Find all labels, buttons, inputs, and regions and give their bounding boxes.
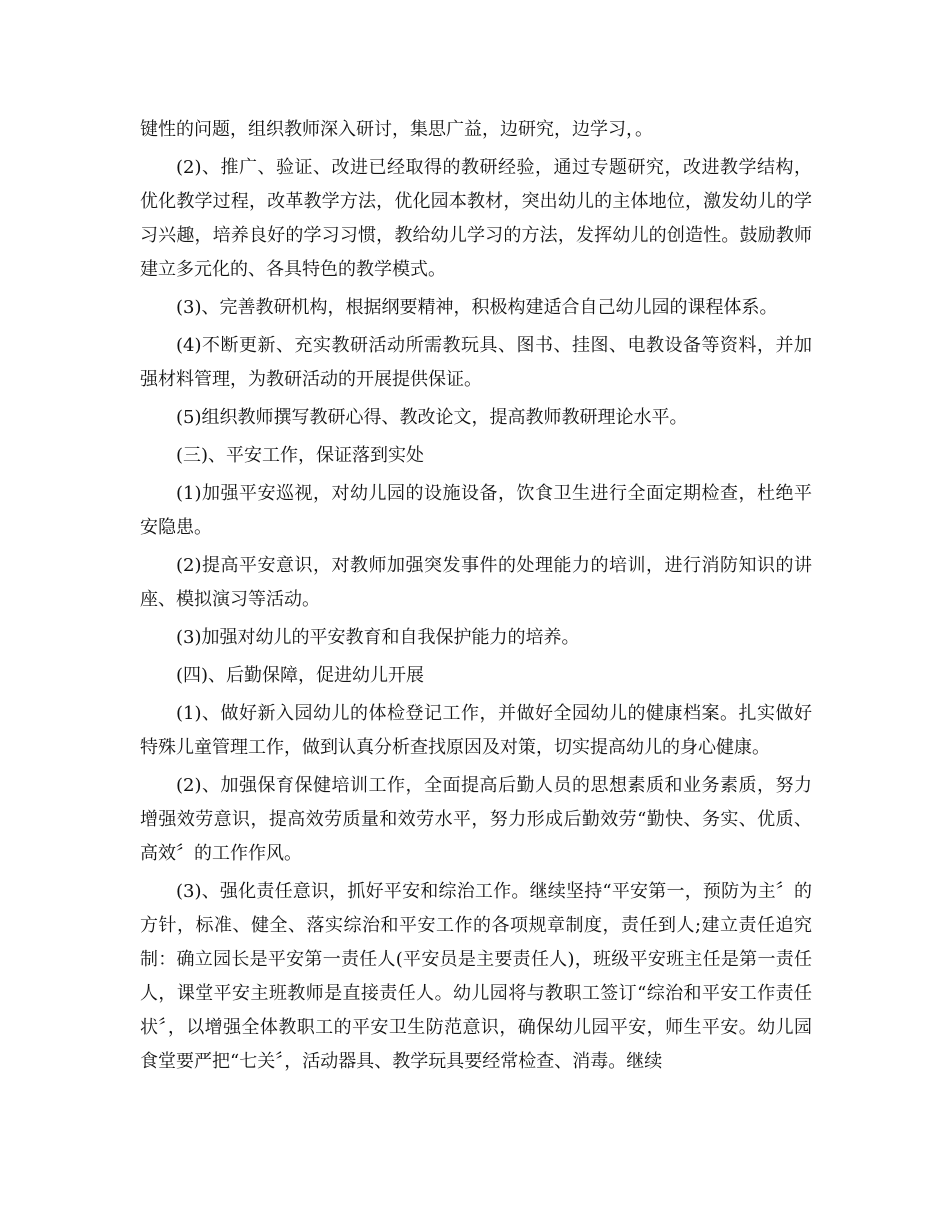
document-body — [140, 113, 812, 1083]
paragraph: (4)不断更新、充实教研活动所需教玩具、图书、挂图、电教设备等资料，并加强材料管理，为教研活动的开展提供保证。 — [140, 335, 812, 390]
paragraph: (2)、加强保育保健培训工作，全面提高后勤人员的思想素质和业务素质，努力增强效劳意识，提高效劳质量和效劳水平，努力形成后勤效劳“勤快、务实、优质、高效〞的工作作风。 — [140, 775, 812, 864]
paragraph: 键性的问题，组织教师深入研讨，集思广益，边研究，边学习，。 — [140, 119, 653, 140]
paragraph: (2)、推广、验证、改进已经取得的教研经验，通过专题研究，改进教学结构，优化教学过程，改革教学方法，优化园本教材，突出幼儿的主体地位，激发幼儿的学习兴趣，培养良好的学习习惯，教给幼儿学习的方法，发挥幼儿的创造性。鼓励教师建立多元化的、各具特色的教学模式。 — [140, 157, 812, 280]
paragraph: (1)加强平安巡视，对幼儿园的设施设备，饮食卫生进行全面定期检查，杜绝平安隐患。 — [140, 483, 812, 538]
section-heading: (四)、后勤保障，促进幼儿开展 — [176, 665, 425, 686]
paragraph: (3)加强对幼儿的平安教育和自我保护能力的培养。 — [176, 627, 580, 648]
section-heading: (三)、平安工作，保证落到实处 — [176, 445, 425, 466]
paragraph: (5)组织教师撰写教研心得、教改论文，提高教师教研理论水平。 — [176, 407, 688, 428]
paragraph: (2)提高平安意识，对教师加强突发事件的处理能力的培训，进行消防知识的讲座、模拟演习等活动。 — [140, 555, 812, 610]
paragraph: (3)、完善教研机构，根据纲要精神，积极构建适合自己幼儿园的课程体系。 — [176, 297, 778, 318]
paragraph: (3)、强化责任意识，抓好平安和综治工作。继续坚持“平安第一，预防为主〞的方针，标准、健全、落实综治和平安工作的各项规章制度，责任到人;建立责任追究制：确立园长是平安第一责任人(平安员是主要责任人)，班级平安班主任是第一责任人，课堂平安主班教师是直接责任人。幼儿园将与教职工签订“综治和平安工作责任状〞，以增强全体教职工的平安卫生防范意识，确保幼儿园平安，师生平安。幼儿园食堂要严把“七关〞，活动器具、教学玩具要经常检查、消毒。继续 — [140, 881, 812, 1072]
paragraph: (1)、做好新入园幼儿的体检登记工作，并做好全园幼儿的健康档案。扎实做好特殊儿童管理工作，做到认真分析查找原因及对策，切实提高幼儿的身心健康。 — [140, 703, 812, 758]
